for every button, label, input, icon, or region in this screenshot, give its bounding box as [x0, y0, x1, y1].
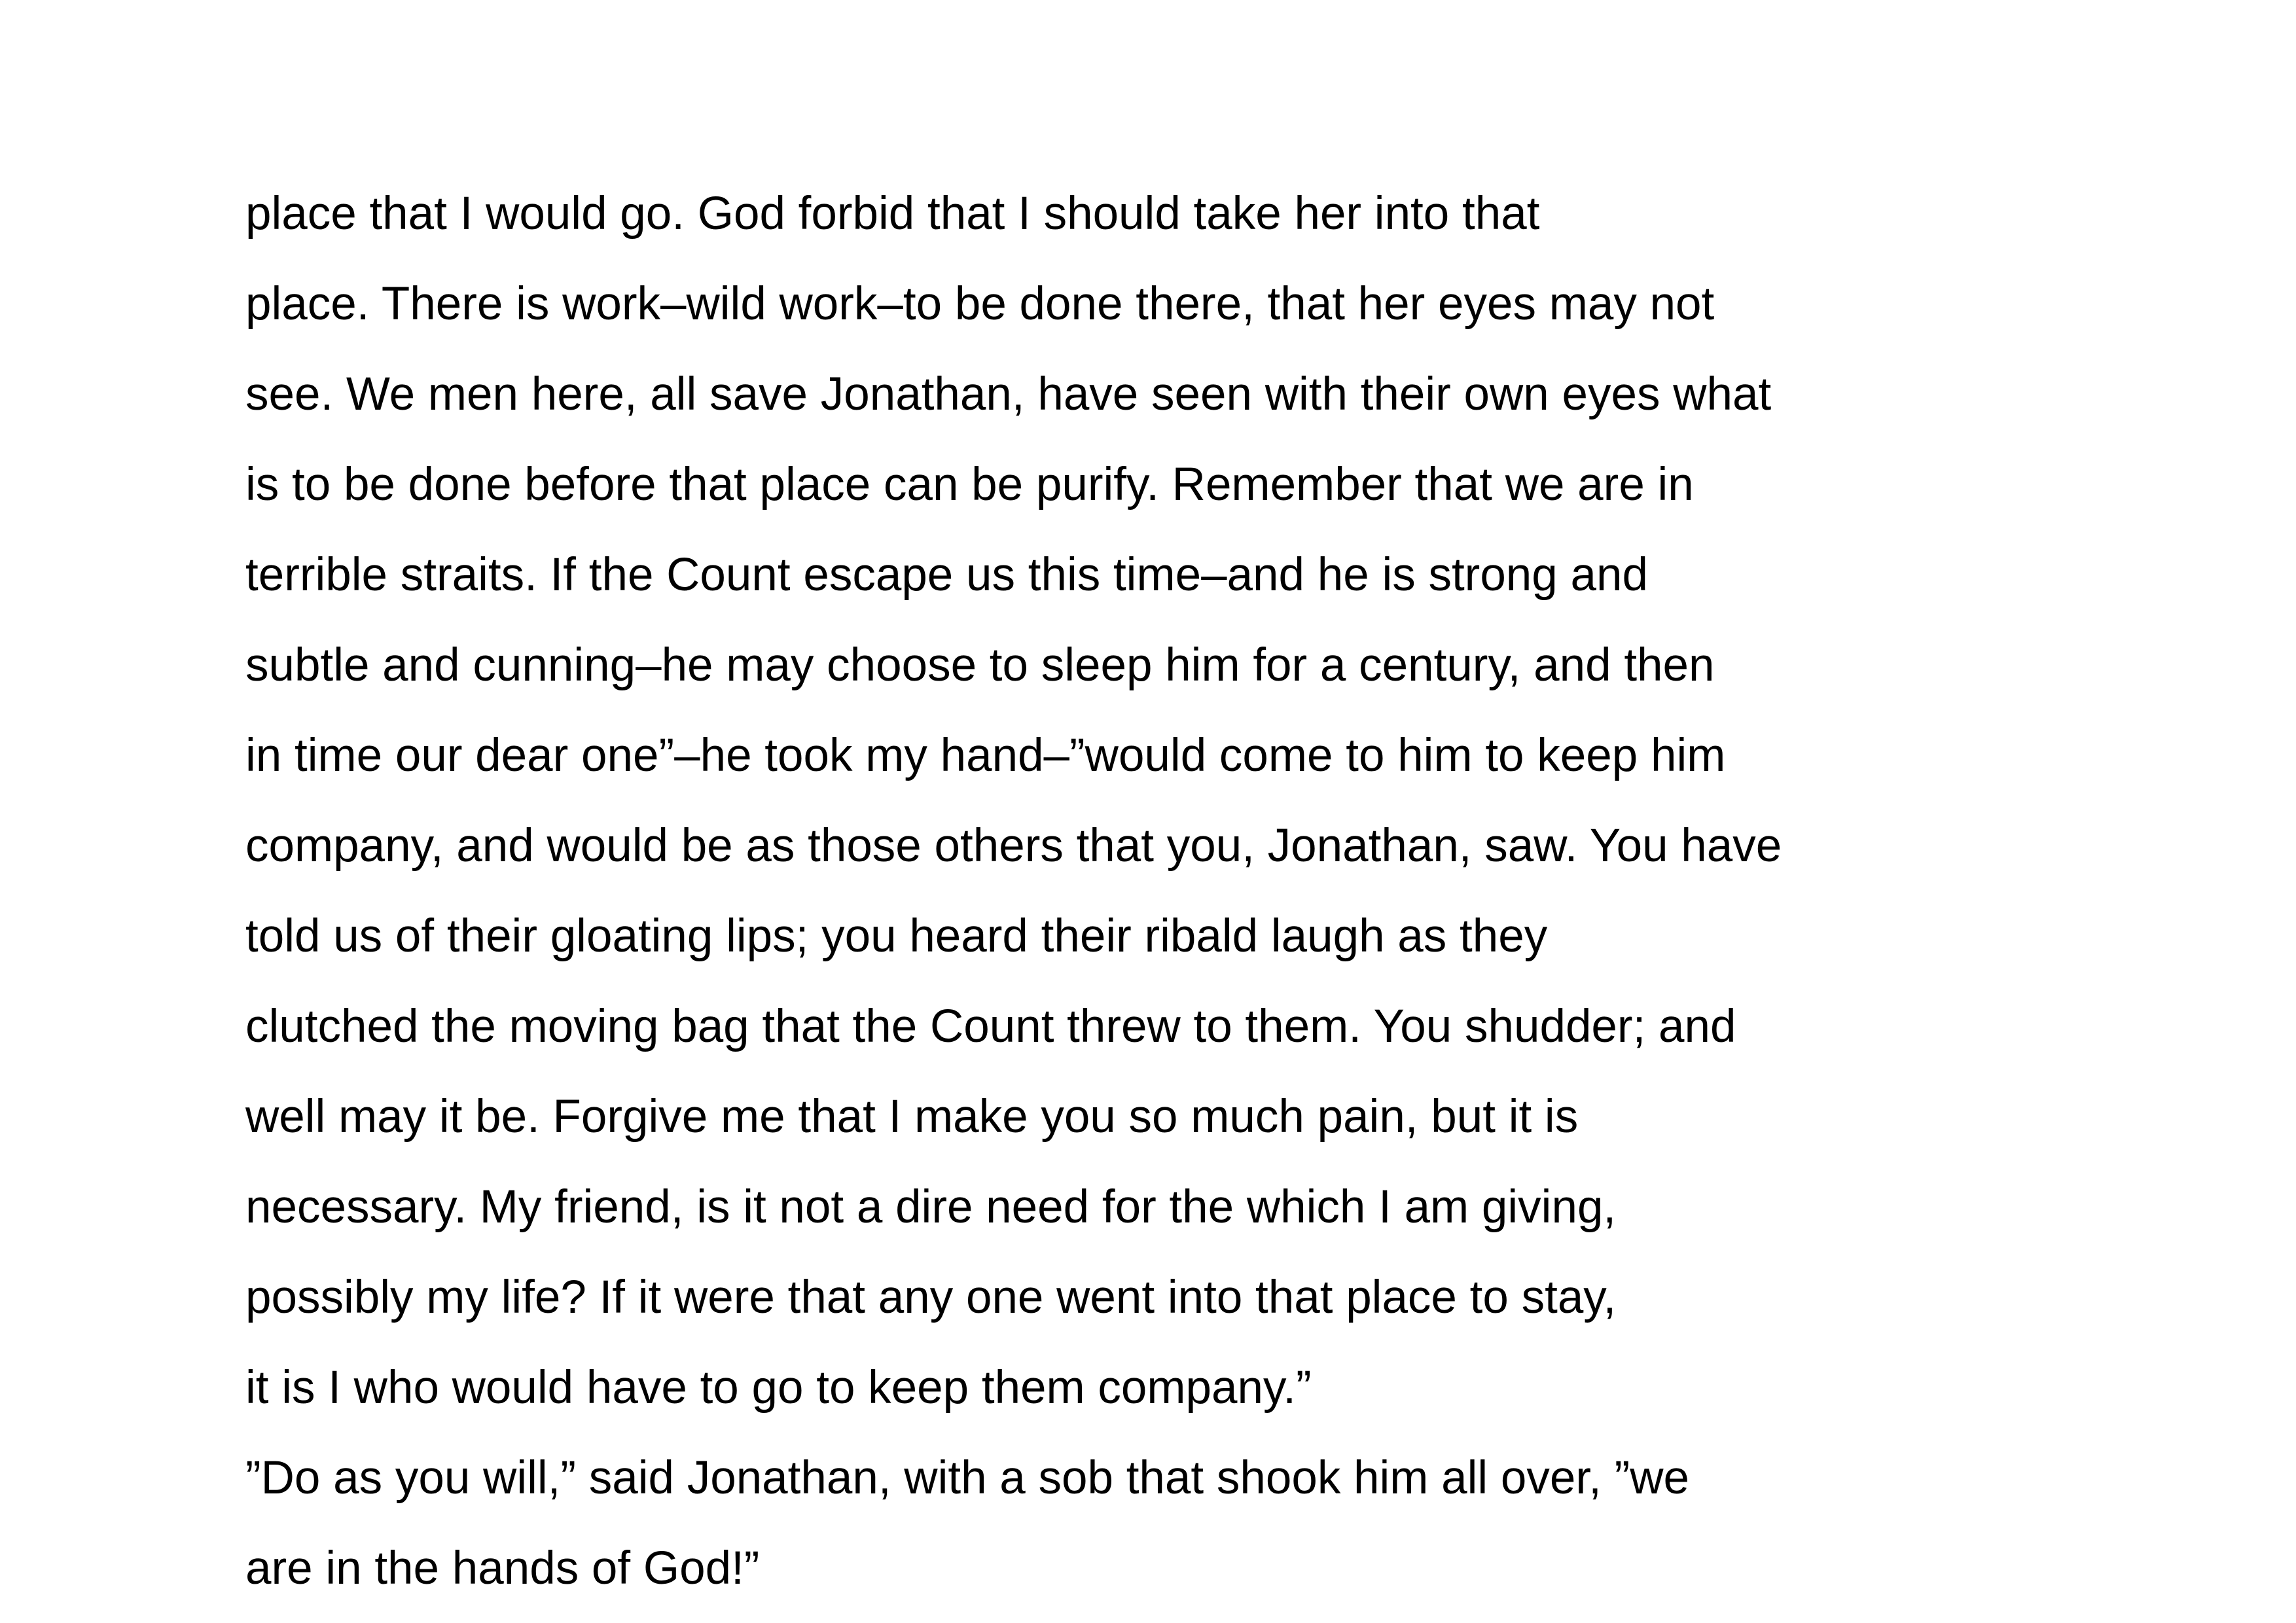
text-line: clutched the moving bag that the Count threw to them. You shudder; and: [245, 1001, 1736, 1052]
text-line: subtle and cunning–he may choose to sleep him for a century, and then: [245, 639, 1715, 691]
text-line: necessary. My friend, is it not a dire need for the which I am giving,: [245, 1181, 1617, 1233]
text-line: place that I would go. God forbid that I should take her into that: [245, 188, 1540, 240]
text-line: told us of their gloating lips; you heard their ribald laugh as they: [245, 910, 1548, 962]
text-line: company, and would be as those others that you, Jonathan, saw. You have: [245, 820, 1782, 872]
text-line: see. We men here, all save Jonathan, have seen with their own eyes what: [245, 368, 1772, 420]
text-line: are in the hands of God!”: [245, 1543, 760, 1594]
body-text: [245, 169, 2144, 1614]
text-line: is to be done before that place can be purify. Remember that we are in: [245, 459, 1694, 510]
text-line: possibly my life? If it were that any one went into that place to stay,: [245, 1272, 1617, 1323]
text-line: well may it be. Forgive me that I make you so much pain, but it is: [245, 1091, 1579, 1143]
text-line: it is I who would have to go to keep them company.”: [245, 1362, 1312, 1414]
text-line: in time our dear one”–he took my hand–”would come to him to keep him: [245, 730, 1726, 781]
text-line: terrible straits. If the Count escape us this time–and he is strong and: [245, 549, 1648, 601]
text-line: ”Do as you will,” said Jonathan, with a sob that shook him all over, ”we: [245, 1452, 1689, 1504]
text-line: place. There is work–wild work–to be done there, that her eyes may not: [245, 278, 1715, 330]
